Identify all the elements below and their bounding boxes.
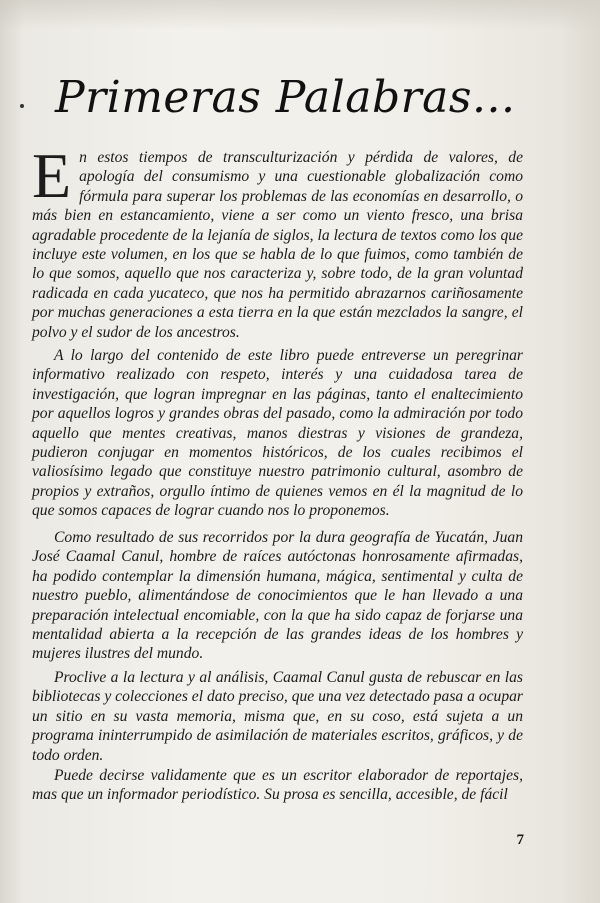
page-title: Primeras Palabras... <box>55 72 516 123</box>
paragraph-3: Como resultado de sus recorridos por la dura geografía de Yucatán, Juan José Caamal Canul, hombre de raíces autóctonas honrosamente afirmadas, ha podido contemplar la dimensión humana, mágica, sentimental y culta de nuestro pueblo, alimentándose de conocimientos que le han llevado a una preparación intelectual encomiable, con la que ha sido capaz de forjarse una mentalidad abierta a la recepción de las grandes ideas de los hombres y mujeres ilustres del mundo. <box>32 529 523 663</box>
page-number: 7 <box>516 832 524 848</box>
paragraph-5: Puede decirse validamente que es un escritor elaborador de reportajes, mas que un informador periodístico. Su prosa es sencilla, accesible, de fácil <box>32 767 523 804</box>
page-shadow-right <box>560 0 600 903</box>
paragraph-1-text: n estos tiempos de transculturización y pérdida de valores, de apología del consumismo y una cuestionable globalización como fórmula para superar los problemas de las economías en desarrollo, o más bien en estancamiento, viene a ser como un viento fresco, una brisa agradable procedente de la lejanía de siglos, la lectura de textos como los que incluye este volumen, en los que se habla de lo que fuimos, como también de lo que somos, aquello que nos caracteriza y, sobre todo, de la gran voluntad radicada en cada yucateco, que nos ha permitido abrazarnos cariñosamente por muchas generaciones a esta tierra en la que están mezclados la sangre, el polvo y el sudor de los ancestros. <box>32 149 523 341</box>
paragraph-1 <box>32 140 523 342</box>
page-shadow-top <box>0 0 600 30</box>
drop-cap: E <box>32 140 72 211</box>
paragraph-2: A lo largo del contenido de este libro puede entreverse un peregrinar informativo realizado con respeto, interés y una cuidadosa tarea de investigación, que logran impregnar en las páginas, tanto el enaltecimiento por aquellos logros y grandes obras del pasado, como la admiración por todo aquello que mentes creativas, manos diestras y visiones de grandeza, pudieron conjugar en momentos históricos, de los cuales recibimos el valiosísimo legado que constituye nuestro patrimonio cultural, asombro de propios y extraños, orgullo íntimo de quienes vemos en él la magnitud de lo que somos capaces de lograr cuando nos lo proponemos. <box>32 347 523 520</box>
paragraph-4: Proclive a la lectura y al análisis, Caamal Canul gusta de rebuscar en las bibliotecas y colecciones el dato preciso, que una vez detectado pasa a ocupar un sitio en su vasta memoria, misma que, en su coso, está sujeta a un programa ininterrumpido de asimilación de materiales escritos, gráficos, y de todo orden. <box>32 669 523 764</box>
margin-dot <box>20 104 24 108</box>
